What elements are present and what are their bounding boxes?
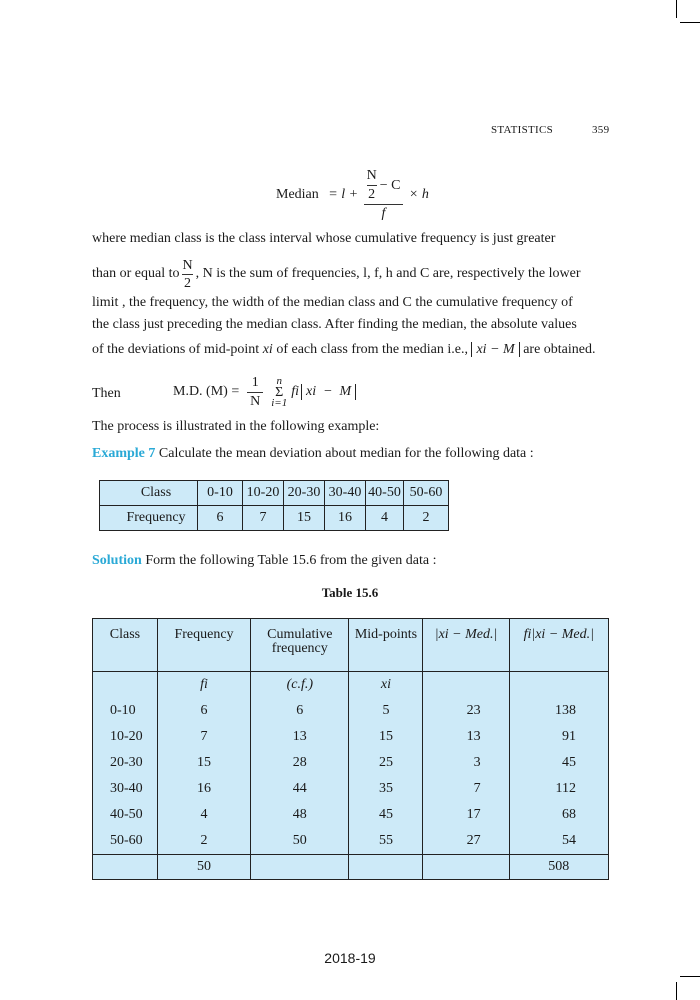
md-body: fi: [291, 384, 299, 399]
data-table: [99, 480, 449, 531]
table-cell: [423, 672, 509, 699]
median-numer-n: N: [366, 168, 377, 183]
table-row: [93, 828, 609, 855]
page-footer-year: 2018-19: [324, 950, 376, 966]
md-formula: [173, 372, 356, 412]
table-cell: 508: [509, 855, 608, 880]
table-cell: 5: [349, 698, 423, 724]
table-cell: 4: [366, 506, 404, 531]
table-cell: 50-60: [404, 481, 449, 506]
para-line: limit , the frequency, the width of the median class and C the cumulative frequency of: [92, 295, 573, 310]
table-cell: 20-30: [284, 481, 325, 506]
example-7: [92, 443, 610, 465]
table-cell: 13: [251, 724, 349, 750]
example-text: Calculate the mean deviation about median for the following data :: [158, 446, 534, 461]
process-text: The process is illustrated in the following example:: [92, 419, 380, 434]
table-cell: [509, 672, 608, 699]
table-cell: 10-20: [243, 481, 284, 506]
table-cell: 16: [157, 776, 250, 802]
md-frac-num: 1: [251, 374, 259, 390]
median-numer-rest: − C: [379, 177, 401, 193]
abs-deviation-expr: xi − M: [471, 342, 519, 357]
table-cell: 17: [423, 802, 509, 828]
table-row: [93, 802, 609, 828]
para-line: the class just preceding the median class. After finding the median, the absolute values: [92, 317, 577, 332]
column-header: Mid-points: [349, 619, 423, 672]
table-cell: 0-10: [93, 698, 158, 724]
table-row: [93, 776, 609, 802]
column-header: Class: [93, 619, 158, 672]
column-header: fi|xi − Med.|: [509, 619, 608, 672]
table-cell: 13: [423, 724, 509, 750]
para-line: than or equal to: [92, 266, 180, 281]
table-cell: 45: [349, 802, 423, 828]
xi-symbol: xi: [262, 342, 273, 357]
median-times-h: × h: [408, 187, 429, 203]
table-cell: 0-10: [198, 481, 243, 506]
table-cell: 23: [423, 698, 509, 724]
table-symbol-row: [93, 672, 609, 699]
median-eq-prefix: = l +: [328, 187, 359, 203]
table-row: [93, 724, 609, 750]
table-cell: 40-50: [93, 802, 158, 828]
solution-label: Solution: [92, 553, 142, 568]
column-header: |xi − Med.|: [423, 619, 509, 672]
then-label: Then: [92, 386, 121, 401]
table-cell: 45: [509, 750, 608, 776]
solution-text: Form the following Table 15.6 from the given data :: [145, 553, 437, 568]
column-header: Frequency: [157, 619, 250, 672]
table-cell: Frequency: [100, 506, 198, 531]
para-line: , N is the sum of frequencies, l, f, h and C are, respectively the lower: [195, 266, 581, 281]
n-over-2-denom: 2: [184, 275, 192, 291]
para-line: of the deviations of mid-point: [92, 342, 260, 357]
table-cell: 6: [251, 698, 349, 724]
table-row: [93, 698, 609, 724]
table-cell: [349, 855, 423, 880]
table-cell: 2: [404, 506, 449, 531]
table-row: [100, 506, 449, 531]
table-cell: 10-20: [93, 724, 158, 750]
table-cell: 44: [251, 776, 349, 802]
table-cell: 54: [509, 828, 608, 855]
crop-mark-top: [680, 22, 700, 23]
md-frac-den: N: [250, 393, 261, 409]
table-cell: 28: [251, 750, 349, 776]
sum-bottom: i=1: [271, 396, 288, 409]
table-cell: 50-60: [93, 828, 158, 855]
table-cell: 50: [157, 855, 250, 880]
table-cell: fi: [157, 672, 250, 699]
solution: [92, 550, 610, 572]
table-cell: 68: [509, 802, 608, 828]
table-cell: Class: [100, 481, 198, 506]
table-cell: 4: [157, 802, 250, 828]
running-header-chapter: STATISTICS: [491, 124, 554, 136]
table-cell: 30-40: [93, 776, 158, 802]
table-cell: 7: [157, 724, 250, 750]
median-denom: f: [381, 206, 386, 221]
n-over-2-numer: N: [182, 257, 193, 273]
median-formula: [276, 168, 429, 222]
table-header-row: [93, 619, 609, 672]
explanation-paragraph: [92, 228, 610, 361]
column-header: Cumulative frequency: [251, 619, 349, 672]
table-total-row: [93, 855, 609, 880]
table-cell: [423, 855, 509, 880]
para-line: where median class is the class interval whose cumulative frequency is just greater: [92, 231, 556, 246]
table-cell: 30-40: [325, 481, 366, 506]
table-row: [93, 750, 609, 776]
md-abs-expr: xi − M: [301, 384, 356, 400]
sum-top: n: [276, 374, 282, 387]
table-cell: 112: [509, 776, 608, 802]
table-cell: 15: [284, 506, 325, 531]
median-numer-den: 2: [368, 187, 376, 202]
table-cell: [251, 855, 349, 880]
table-cell: 7: [243, 506, 284, 531]
table-cell: 40-50: [366, 481, 404, 506]
table-cell: 15: [349, 724, 423, 750]
table-cell: 7: [423, 776, 509, 802]
crop-mark-top: [676, 0, 677, 18]
table-cell: (c.f.): [251, 672, 349, 699]
table-cell: 35: [349, 776, 423, 802]
example-label: Example 7: [92, 446, 156, 461]
table-cell: 91: [509, 724, 608, 750]
sum-symbol: Σ: [275, 384, 284, 400]
table-cell: 6: [198, 506, 243, 531]
table-cell: 48: [251, 802, 349, 828]
table-cell: xi: [349, 672, 423, 699]
table-cell: 50: [251, 828, 349, 855]
page-number: 359: [592, 124, 610, 136]
table-cell: 16: [325, 506, 366, 531]
md-lhs: M.D. (M) =: [173, 384, 240, 399]
table-cell: 6: [157, 698, 250, 724]
table-cell: [93, 855, 158, 880]
table-cell: 27: [423, 828, 509, 855]
mean-deviation-table: [92, 618, 609, 880]
table-cell: 20-30: [93, 750, 158, 776]
table-row: [100, 481, 449, 506]
table-cell: 2: [157, 828, 250, 855]
crop-mark-bottom: [680, 976, 700, 977]
crop-mark-bottom: [676, 982, 677, 1000]
table-cell: 3: [423, 750, 509, 776]
table-cell: 55: [349, 828, 423, 855]
table-cell: [93, 672, 158, 699]
table-caption: Table 15.6: [321, 585, 379, 600]
table-cell: 25: [349, 750, 423, 776]
median-label: Median: [276, 187, 319, 203]
para-line: are obtained.: [523, 342, 596, 357]
para-line: of each class from the median i.e.,: [276, 342, 468, 357]
table-cell: 138: [509, 698, 608, 724]
table-cell: 15: [157, 750, 250, 776]
